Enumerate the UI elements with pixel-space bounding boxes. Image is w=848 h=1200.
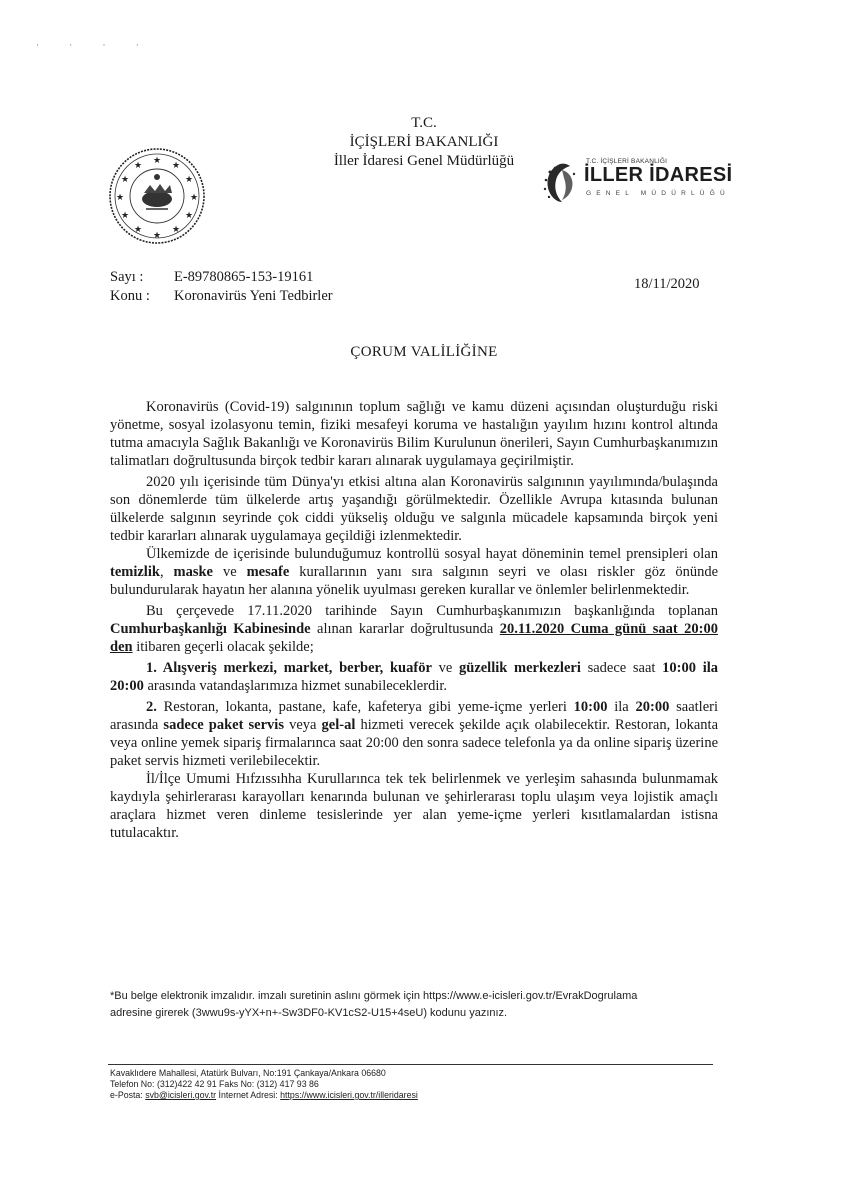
- paragraph-7: İl/İlçe Umumi Hıfzıssıhha Kurullarınca tek tek belirlenmek ve yerleşim sahasında bulunmamak kaydıyla şehirlerarası karayolları kenarında bulunan ve şehirlerarası toplu ulaşım veya lojistik amaçlı araçlara hizmet veren dinleme tesislerinde yer alan yeme-içme yerleri kısıtlamalardan istisna tutulacaktır.: [110, 771, 718, 841]
- footer-address: Kavaklıdere Mahallesi, Atatürk Bulvarı, No:191 Çankaya/Ankara 06680: [110, 1068, 386, 1078]
- e-signature-note: [110, 988, 720, 1022]
- svg-text:★: ★: [189, 193, 199, 203]
- paragraph-1: Koronavirüs (Covid-19) salgınının toplum sağlığı ve kamu düzeni açısından oluşturduğu riski yönetme, sosyal izolasyonu temin, fiziki mesafeyi koruma ve hastalığın yayılım hızını kontrol altında tutma amacıyla Sağlık Bakanlığı ve Koronavirüs Bilim Kurulunun önerileri, Sayın Cumhurbaşkanımızın talimatları doğrultusunda birçok tedbir kararı alınarak uygulamaya geçirilmiştir.: [110, 399, 718, 469]
- paragraph-6: 2. Restoran, lokanta, pastane, kafe, kafeterya gibi yeme-içme yerleri 10:00 ila 20:00 saatleri arasında sadece paket servis veya gel-al hizmeti verecek şekilde açık olabilecektir. Restoran, lokanta veya online yemek sipariş firmalarınca saat 20:00 den sonra sadece telefonla ya da online sipariş üzerine paket servis hizmeti verilebilecektir.: [110, 699, 719, 769]
- svg-text:★: ★: [171, 161, 181, 171]
- sayi-row: [110, 268, 333, 287]
- paragraph-2: 2020 yılı içerisinde tüm Dünya'yı etkisi altına alan Koronavirüs salgınının yayılımında/bulaşında son dönemlerde tüm ülkelerde artış yaşandığı görülmektedir. Özellikle Avrupa kıtasında bulunan ülkelerde salgının seyrinde çok ciddi yükseliş olduğu ve salgınla mücadele kapsamında birçok yeni tedbir kararları alınarak uygulamaya geçildiği izlenmektedir.: [110, 474, 718, 544]
- logo-ministry-text: T.C. İÇİŞLERİ BAKANLIĞI: [586, 158, 668, 165]
- konu-row: [110, 287, 333, 306]
- svg-text:★: ★: [115, 193, 125, 203]
- footer-contact: e-Posta: svb@icisleri.gov.tr İnternet Adresi: https://www.icisleri.gov.tr/illeridaresi: [110, 1090, 418, 1100]
- note-line-1: *Bu belge elektronik imzalıdır. imzalı suretinin aslını görmek için https://www.e-icisleri.gov.tr/EvrakDogrulama: [110, 990, 638, 1002]
- addressee: ÇORUM VALİLİĞİNE: [350, 344, 498, 360]
- sayi-label: Sayı :: [110, 269, 144, 285]
- logo-title: İLLER İDARESİ: [584, 164, 733, 186]
- paragraph-3: Ülkemizde de içerisinde bulunduğumuz kontrollü sosyal hayat döneminin temel prensipleri olan temizlik, maske ve mesafe kurallarının yanı sıra salgının seyri ve olası riskler göz önünde bulundurularak hayatın her alanına yönelik uyulması gereken kurallar ve önlemler belirlenmektedir.: [110, 546, 719, 598]
- svg-text:★: ★: [152, 156, 162, 166]
- konu-value: Koronavirüs Yeni Tedbirler: [174, 288, 333, 304]
- svg-text:★: ★: [171, 225, 181, 235]
- document-meta: [110, 268, 333, 306]
- footer-website-link[interactable]: https://www.icisleri.gov.tr/illeridaresi: [280, 1090, 418, 1100]
- logo-subtitle: GENEL MÜDÜRLÜĞÜ: [586, 190, 730, 197]
- note-line-2: adresine girerek (3wwu9s-yYX+n+-Sw3DF0-KV1cS2-U15+4seU) kodunu yazınız.: [110, 1007, 508, 1019]
- svg-text:★: ★: [133, 161, 143, 171]
- svg-text:★: ★: [120, 211, 130, 221]
- footer: [110, 1068, 418, 1101]
- document-date: 18/11/2020: [634, 276, 700, 292]
- logo-emblem-icon: [540, 160, 580, 206]
- header-ministry: İÇİŞLERİ BAKANLIĞI: [349, 134, 499, 150]
- sayi-value: E-89780865-153-19161: [174, 269, 314, 285]
- svg-text:★: ★: [184, 175, 194, 185]
- konu-label: Konu :: [110, 288, 150, 304]
- footer-phone: Telefon No: (312)422 42 91 Faks No: (312) 417 93 86: [110, 1079, 319, 1089]
- svg-text:★: ★: [120, 175, 130, 185]
- svg-text:★: ★: [152, 231, 162, 241]
- header-tc: T.C.: [411, 115, 437, 131]
- paragraph-4: Bu çerçevede 17.11.2020 tarihinde Sayın Cumhurbaşkanımızın başkanlığında toplanan Cumhurbaşkanlığı Kabinesinde alınan kararlar doğrultusunda 20.11.2020 Cuma günü saat 20:00 den itibaren geçerli olacak şekilde;: [110, 603, 718, 655]
- footer-divider: [108, 1064, 713, 1065]
- paragraph-5: 1. Alışveriş merkezi, market, berber, kuaför ve güzellik merkezleri sadece saat 10:00 ila 20:00 arasında vatandaşlarımıza hizmet sunabileceklerdir.: [110, 660, 718, 694]
- header-directorate: İller İdaresi Genel Müdürlüğü: [333, 153, 515, 169]
- footer-email-link[interactable]: svb@icisleri.gov.tr: [145, 1090, 217, 1100]
- letter-body: [110, 398, 718, 845]
- ministry-seal-icon: [108, 147, 206, 245]
- svg-text:★: ★: [133, 225, 143, 235]
- svg-text:★: ★: [184, 211, 194, 221]
- iller-idaresi-logo: [540, 158, 733, 214]
- scan-specks: · · · ·: [36, 40, 153, 50]
